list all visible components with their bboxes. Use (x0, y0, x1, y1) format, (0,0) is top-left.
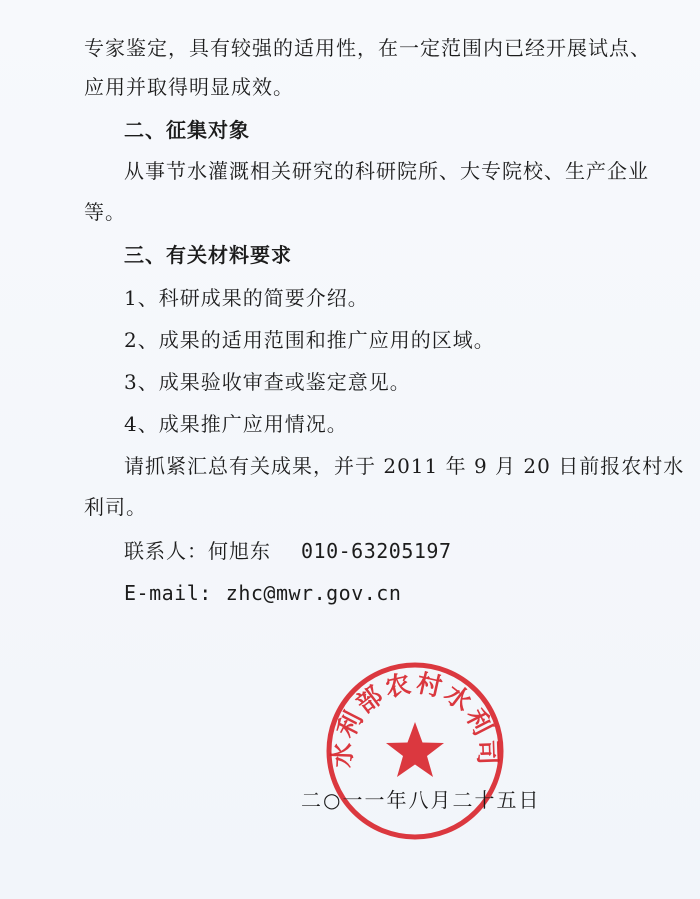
closing-line-2: 利司。 (84, 495, 147, 519)
requirement-3: 3、成果验收审查或鉴定意见。 (124, 370, 411, 394)
intro-line-1: 专家鉴定，具有较强的适用性，在一定范围内已经开展试点、 (84, 36, 651, 60)
requirement-2: 2、成果的适用范围和推广应用的区域。 (124, 328, 495, 352)
closing-line-1: 请抓紧汇总有关成果，并于 2011 年 9 月 20 日前报农村水 (124, 454, 685, 478)
contact-phone: 010-63205197 (301, 539, 452, 563)
contact-person-label: 联系人： (124, 539, 208, 563)
contact-email-label: E-mail: (124, 581, 212, 605)
requirement-4: 4、成果推广应用情况。 (124, 412, 348, 436)
section-2-line-2: 等。 (84, 200, 126, 224)
contact-email-line (124, 579, 401, 607)
document-date: 二○一一年八月二十五日 (301, 788, 541, 812)
contact-person-name: 何旭东 (208, 539, 271, 563)
section-2-line-1: 从事节水灌溉相关研究的科研院所、大专院校、生产企业 (124, 159, 649, 183)
seal-text: 水利部农村水利司 (327, 668, 503, 769)
intro-line-2: 应用并取得明显成效。 (84, 75, 294, 99)
section-2-title: 二、征集对象 (124, 118, 250, 142)
official-seal (324, 660, 506, 842)
seal-star-icon (386, 722, 444, 777)
requirement-1: 1、科研成果的简要介绍。 (124, 286, 369, 310)
contact-email: zhc@mwr.gov.cn (225, 581, 402, 605)
contact-person-line (124, 537, 452, 565)
section-3-title: 三、有关材料要求 (124, 243, 292, 267)
seal-graphic (324, 660, 506, 842)
